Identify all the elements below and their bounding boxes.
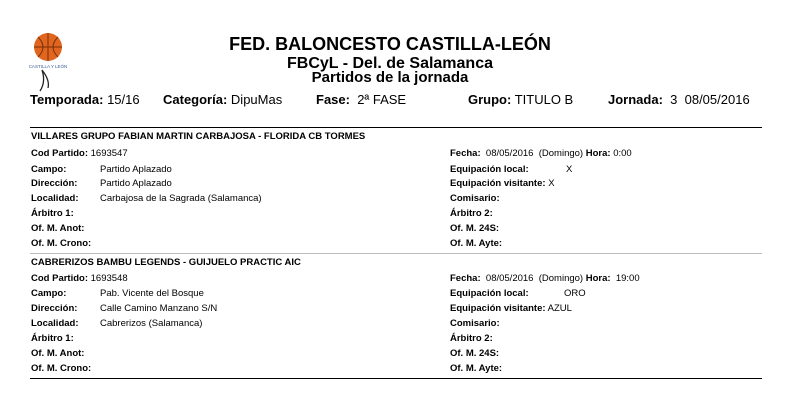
match-row: Cod Partido: 1693547 Fecha: 08/05/2016 (Domingo) Hora: 0:00 xyxy=(31,148,632,159)
page-title: FED. BALONCESTO CASTILLA-LEÓN xyxy=(229,34,551,54)
top-divider xyxy=(30,127,762,128)
page-subtitle: FBCyL - Del. de Salamanca xyxy=(287,55,493,72)
filter-categoria: Categoría: DipuMas xyxy=(163,92,283,107)
match-row: Of. M. Anot: Of. M. 24S: xyxy=(31,348,500,359)
logo-text: CASTILLA Y LEÓN xyxy=(28,64,68,69)
section-title: Partidos de la jornada xyxy=(311,69,469,86)
match-row: Árbitro 1: Árbitro 2: xyxy=(31,208,493,219)
filter-grupo: Grupo: TITULO B xyxy=(468,92,574,107)
match-divider xyxy=(30,253,762,254)
match-row: Localidad: Cabrerizos (Salamanca) Comisario: xyxy=(31,318,500,329)
match-row: Dirección: Partido Aplazado Equipación visitante: X xyxy=(31,178,555,189)
match-row: Of. M. Crono: Of. M. Ayte: xyxy=(31,363,503,374)
match-row: Of. M. Anot: Of. M. 24S: xyxy=(31,223,500,234)
match-teams: VILLARES GRUPO FABIAN MARTIN CARBAJOSA - FLORIDA CB TORMES xyxy=(31,131,366,142)
filter-fase: Fase: 2ª FASE xyxy=(316,92,407,107)
match-teams: CABRERIZOS BAMBU LEGENDS - GUIJUELO PRACTIC AIC xyxy=(31,257,301,268)
match-row: Cod Partido: 1693548 Fecha: 08/05/2016 (Domingo) Hora: 19:00 xyxy=(31,273,640,284)
match-row: Árbitro 1: Árbitro 2: xyxy=(31,333,493,344)
match-row: Dirección: Calle Camino Manzano S/N Equipación visitante: AZUL xyxy=(31,303,572,314)
federation-logo xyxy=(26,30,70,92)
match-row: Campo: Partido Aplazado Equipación local: X xyxy=(31,164,573,175)
match-row: Campo: Pab. Vicente del Bosque Equipación local: ORO xyxy=(31,288,586,299)
bottom-divider xyxy=(30,378,762,379)
filter-jornada: Jornada: 3 08/05/2016 xyxy=(608,92,750,107)
match-row: Localidad: Carbajosa de la Sagrada (Salamanca) Comisario: xyxy=(31,193,500,204)
filter-temporada: Temporada: 15/16 xyxy=(30,92,140,107)
match-row: Of. M. Crono: Of. M. Ayte: xyxy=(31,238,503,249)
